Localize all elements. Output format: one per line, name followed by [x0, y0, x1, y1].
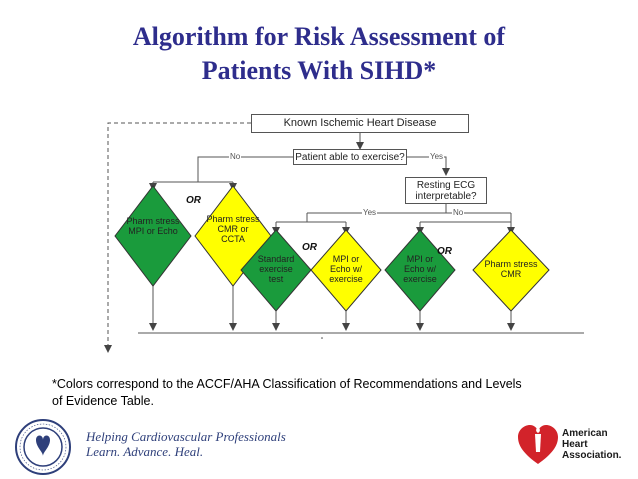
resting-ecg-line2: interpretable?: [415, 190, 477, 202]
mpi-echo-exercise-1-text: MPI or Echo w/ exercise: [329, 254, 363, 284]
footnote-line-1: *Colors correspond to the ACCF/AHA Classification of Recommendations and Levels: [52, 377, 522, 391]
edge-label-yes-2: Yes: [363, 208, 377, 217]
aha-wordmark: American Heart Association.: [562, 428, 622, 461]
known-ihd-label: Known Ischemic Heart Disease: [283, 117, 437, 129]
pharm-cmr-2-text: Pharm stress CMR: [484, 259, 538, 279]
footnote-line-2: of Evidence Table.: [52, 394, 154, 408]
or-label-1: OR: [186, 195, 201, 206]
pharm-cmr-text: Pharm stress CMR or CCTA: [206, 214, 260, 244]
edge-label-no-2: No: [453, 208, 464, 217]
accf-seal-logo: [14, 418, 72, 476]
footnote: [52, 376, 522, 410]
accf-tagline-1: Helping Cardiovascular Professionals: [86, 429, 286, 444]
able-exercise-label: Patient able to exercise?: [295, 151, 405, 163]
resting-ecg-box: [405, 177, 487, 204]
or-label-2: OR: [302, 242, 317, 253]
edge-label-yes: Yes: [430, 152, 444, 161]
standard-exercise-text: Standard exercise test: [257, 254, 295, 284]
accf-tagline: [86, 429, 286, 459]
pharm-mpi-text: Pharm stress MPI or Echo: [126, 216, 180, 236]
aha-heart-torch-logo: [516, 422, 560, 468]
able-exercise-box: [293, 149, 407, 165]
resting-ecg-line1: Resting ECG: [416, 179, 476, 191]
diamond-pharm-mpi: [115, 186, 191, 286]
mpi-echo-exercise-2-text: MPI or Echo w/ exercise: [403, 254, 437, 284]
edge-label-no: No: [230, 152, 241, 161]
accf-tagline-2: Learn. Advance. Heal.: [86, 444, 204, 459]
title-line-2: Patients With SIHD*: [201, 56, 437, 85]
or-label-3: OR: [437, 246, 452, 257]
title-line-1: Algorithm for Risk Assessment of: [132, 22, 506, 51]
known-ihd-box: [251, 114, 469, 133]
